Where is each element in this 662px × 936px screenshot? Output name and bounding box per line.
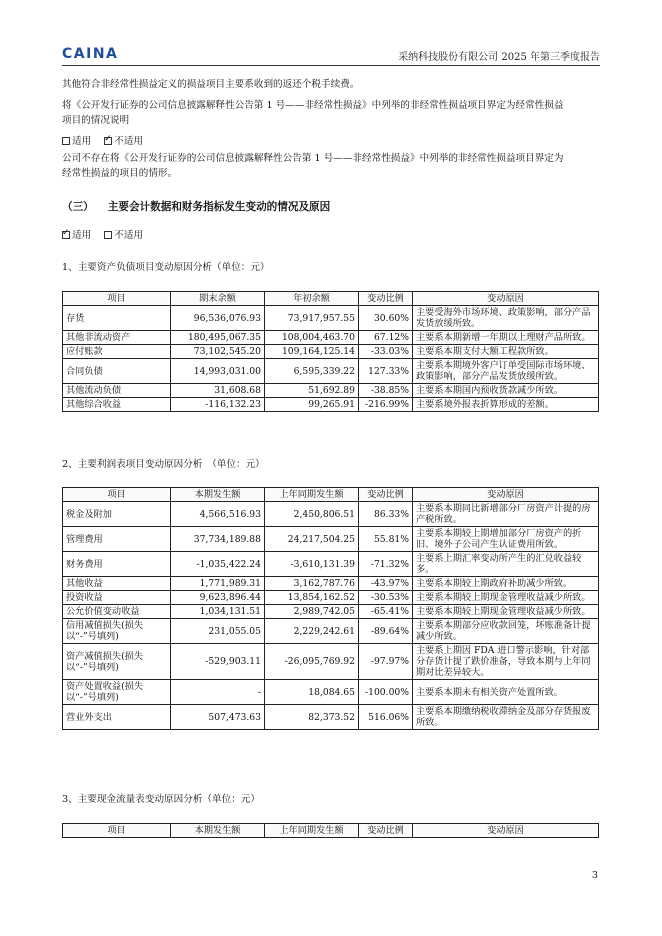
table-cell: -1,035,422.24 bbox=[171, 552, 265, 577]
column-header: 变动原因 bbox=[413, 488, 599, 502]
nonrecurring-options bbox=[62, 135, 602, 150]
table-row bbox=[63, 680, 599, 705]
change-reason: 主要受海外市场环境、政策影响，部分产品发货放缓所致。 bbox=[413, 306, 599, 331]
column-header: 变动原因 bbox=[413, 824, 599, 838]
table-cell: 127.33% bbox=[359, 359, 413, 384]
table-row bbox=[63, 502, 599, 527]
not-apply-label: 不适用 bbox=[114, 136, 144, 147]
change-reason: 主要系本期未有相关资产处置所致。 bbox=[413, 680, 599, 705]
intro-line-3b: 经常性损益的项目的情形。 bbox=[62, 168, 178, 179]
table-header-row bbox=[63, 824, 599, 838]
table-cell: 67.12% bbox=[359, 331, 413, 345]
not-apply-checkbox[interactable] bbox=[104, 137, 112, 145]
table-cell: -97.97% bbox=[359, 644, 413, 680]
row-label: 资产处置收益(损失以“-”号填列) bbox=[63, 680, 171, 705]
change-reason: 主要系上期汇率变动所产生的汇兑收益较多。 bbox=[413, 552, 599, 577]
change-reason: 主要系本期国内预收货款减少所致。 bbox=[413, 384, 599, 398]
table-row bbox=[63, 527, 599, 552]
column-header: 项目 bbox=[63, 824, 171, 838]
section-title: 主要会计数据和财务指标发生变动的情况及原因 bbox=[107, 201, 331, 213]
intro-line-2a: 将《公开发行证券的公司信息披露解释性公告第 1 号——非经常性损益》中列举的非经常性损益项目界定为经常性损益 bbox=[62, 100, 564, 111]
row-label: 公允价值变动收益 bbox=[63, 605, 171, 619]
table-cell: 2,989,742.05 bbox=[265, 605, 359, 619]
table-cell: 109,164,125.14 bbox=[265, 345, 359, 359]
header-divider bbox=[62, 65, 600, 66]
change-reason: 主要系本期较上期现金管理收益减少所致。 bbox=[413, 605, 599, 619]
table-cell: 51,692.89 bbox=[265, 384, 359, 398]
section-options bbox=[62, 229, 602, 244]
row-label: 其他流动负债 bbox=[63, 384, 171, 398]
column-header: 变动比例 bbox=[359, 824, 413, 838]
table-cell: 3,162,787.76 bbox=[265, 577, 359, 591]
column-header: 变动比例 bbox=[359, 488, 413, 502]
row-label: 合同负债 bbox=[63, 359, 171, 384]
row-label: 税金及附加 bbox=[63, 502, 171, 527]
table-cell: 516.06% bbox=[359, 705, 413, 730]
table-cell: 73,102,545.20 bbox=[171, 345, 265, 359]
income-heading: 2、主要利润表项目变动原因分析 （单位：元） bbox=[62, 459, 265, 470]
table-cell: 2,229,242.61 bbox=[265, 619, 359, 644]
table-row bbox=[63, 644, 599, 680]
report-title: 采纳科技股份有限公司 2025 年第三季度报告 bbox=[398, 52, 600, 63]
row-label: 应付账款 bbox=[63, 345, 171, 359]
column-header: 上年同期发生额 bbox=[265, 488, 359, 502]
balance-sheet-table bbox=[62, 291, 599, 412]
row-label: 信用减值损失(损失以“-”号填列) bbox=[63, 619, 171, 644]
change-reason: 主要系本期较上期现金管理收益减少所致。 bbox=[413, 591, 599, 605]
column-header: 年初余额 bbox=[265, 292, 359, 306]
section-heading bbox=[62, 199, 330, 214]
column-header: 项目 bbox=[63, 488, 171, 502]
table-cell: -89.64% bbox=[359, 619, 413, 644]
table-row bbox=[63, 398, 599, 412]
section-not-apply-label: 不适用 bbox=[114, 230, 144, 241]
table-cell: 507,473.63 bbox=[171, 705, 265, 730]
table-cell: 73,917,957.55 bbox=[265, 306, 359, 331]
row-label: 营业外支出 bbox=[63, 705, 171, 730]
table-cell: 82,373.52 bbox=[265, 705, 359, 730]
table-row bbox=[63, 552, 599, 577]
row-label: 投资收益 bbox=[63, 591, 171, 605]
apply-label: 适用 bbox=[72, 136, 92, 147]
table-cell: -33.03% bbox=[359, 345, 413, 359]
table-cell: -116,132.23 bbox=[171, 398, 265, 412]
table-cell: -216.99% bbox=[359, 398, 413, 412]
table-row bbox=[63, 345, 599, 359]
section-not-apply-checkbox[interactable] bbox=[104, 231, 112, 239]
table-cell: 231,055.05 bbox=[171, 619, 265, 644]
column-header: 本期发生额 bbox=[171, 824, 265, 838]
table-cell: -529,903.11 bbox=[171, 644, 265, 680]
company-logo: CAINA bbox=[62, 46, 119, 62]
table-cell: 37,734,189.88 bbox=[171, 527, 265, 552]
row-label: 其他综合收益 bbox=[63, 398, 171, 412]
row-label: 管理费用 bbox=[63, 527, 171, 552]
table-cell: 4,566,516.93 bbox=[171, 502, 265, 527]
table-header-row bbox=[63, 292, 599, 306]
table-cell: 2,450,806.51 bbox=[265, 502, 359, 527]
cashflow-heading: 3、主要现金流量表变动原因分析（单位：元） bbox=[62, 794, 260, 805]
change-reason: 主要系本期境外客户订单受国际市场环境、政策影响，部分产品发货放缓所致。 bbox=[413, 359, 599, 384]
table-cell: 1,034,131.51 bbox=[171, 605, 265, 619]
table-row bbox=[63, 331, 599, 345]
column-header: 上年同期发生额 bbox=[265, 824, 359, 838]
table-cell: -3,610,131.39 bbox=[265, 552, 359, 577]
change-reason: 主要系本期新增一年期以上理财产品所致。 bbox=[413, 331, 599, 345]
table-cell: 1,771,989.31 bbox=[171, 577, 265, 591]
table-row bbox=[63, 705, 599, 730]
table-cell: -43.97% bbox=[359, 577, 413, 591]
column-header: 期末余额 bbox=[171, 292, 265, 306]
page-header bbox=[62, 44, 600, 64]
table-cell: 30.60% bbox=[359, 306, 413, 331]
table-cell: 86.33% bbox=[359, 502, 413, 527]
change-reason: 主要系本期同比新增部分厂房资产计提的房产税所致。 bbox=[413, 502, 599, 527]
row-label: 其他收益 bbox=[63, 577, 171, 591]
table-row bbox=[63, 605, 599, 619]
intro-line-3a: 公司不存在将《公开发行证券的公司信息披露解释性公告第 1 号——非经常性损益》中列举的非经常性损益项目界定为 bbox=[62, 153, 564, 164]
change-reason: 主要系本期较上期政府补助减少所致。 bbox=[413, 577, 599, 591]
table-cell: -71.32% bbox=[359, 552, 413, 577]
table-row bbox=[63, 619, 599, 644]
column-header: 本期发生额 bbox=[171, 488, 265, 502]
table-cell: 13,854,162.52 bbox=[265, 591, 359, 605]
cashflow-table bbox=[62, 823, 599, 838]
column-header: 项目 bbox=[63, 292, 171, 306]
table-cell: -100.00% bbox=[359, 680, 413, 705]
change-reason: 主要系本期支付大额工程款所致。 bbox=[413, 345, 599, 359]
balance-heading: 1、主要资产负债项目变动原因分析（单位：元） bbox=[62, 262, 270, 273]
table-cell: 96,536,076.93 bbox=[171, 306, 265, 331]
table-cell: 99,265.91 bbox=[265, 398, 359, 412]
change-reason: 主要系本期缴纳税收滞纳金及部分存货报废所致。 bbox=[413, 705, 599, 730]
page-number: 3 bbox=[591, 870, 598, 881]
table-row bbox=[63, 384, 599, 398]
table-cell: 24,217,504.25 bbox=[265, 527, 359, 552]
change-reason: 主要系境外报表折算形成的差额。 bbox=[413, 398, 599, 412]
row-label: 存货 bbox=[63, 306, 171, 331]
table-header-row bbox=[63, 488, 599, 502]
table-cell: -26,095,769.92 bbox=[265, 644, 359, 680]
change-reason: 主要系上期因 FDA 进口警示影响，针对部分存货计提了跌价准备，导致本期与上年同期对比差异较大。 bbox=[413, 644, 599, 680]
table-cell: 14,993,031.00 bbox=[171, 359, 265, 384]
change-reason: 主要系本期较上期增加部分厂房资产的折旧、境外子公司产生认证费用所致。 bbox=[413, 527, 599, 552]
column-header: 变动原因 bbox=[413, 292, 599, 306]
table-cell: 31,608.68 bbox=[171, 384, 265, 398]
table-cell: 18,084.65 bbox=[265, 680, 359, 705]
row-label: 资产减值损失(损失以“-”号填列) bbox=[63, 644, 171, 680]
apply-checkbox[interactable] bbox=[62, 137, 70, 145]
table-row bbox=[63, 359, 599, 384]
intro-line-2b: 项目的情况说明 bbox=[62, 115, 130, 126]
table-cell: 55.81% bbox=[359, 527, 413, 552]
table-cell: -38.85% bbox=[359, 384, 413, 398]
income-statement-table bbox=[62, 487, 599, 730]
section-apply-label: 适用 bbox=[72, 230, 92, 241]
table-cell: 180,495,067.35 bbox=[171, 331, 265, 345]
row-label: 财务费用 bbox=[63, 552, 171, 577]
table-cell: -65.41% bbox=[359, 605, 413, 619]
column-header: 变动比例 bbox=[359, 292, 413, 306]
intro-line-1: 其他符合非经常性损益定义的损益项目主要系收到的返还个税手续费。 bbox=[62, 79, 360, 90]
section-number: （三） bbox=[62, 201, 94, 213]
table-cell: 6,595,339.22 bbox=[265, 359, 359, 384]
table-cell: - bbox=[171, 680, 265, 705]
table-row bbox=[63, 306, 599, 331]
row-label: 其他非流动资产 bbox=[63, 331, 171, 345]
table-cell: 9,623,896.44 bbox=[171, 591, 265, 605]
table-row bbox=[63, 577, 599, 591]
change-reason: 主要系本期部分应收款回笼，坏账准备计提减少所致。 bbox=[413, 619, 599, 644]
section-apply-checkbox[interactable] bbox=[62, 231, 70, 239]
table-row bbox=[63, 591, 599, 605]
table-cell: -30.53% bbox=[359, 591, 413, 605]
table-cell: 108,004,463.70 bbox=[265, 331, 359, 345]
